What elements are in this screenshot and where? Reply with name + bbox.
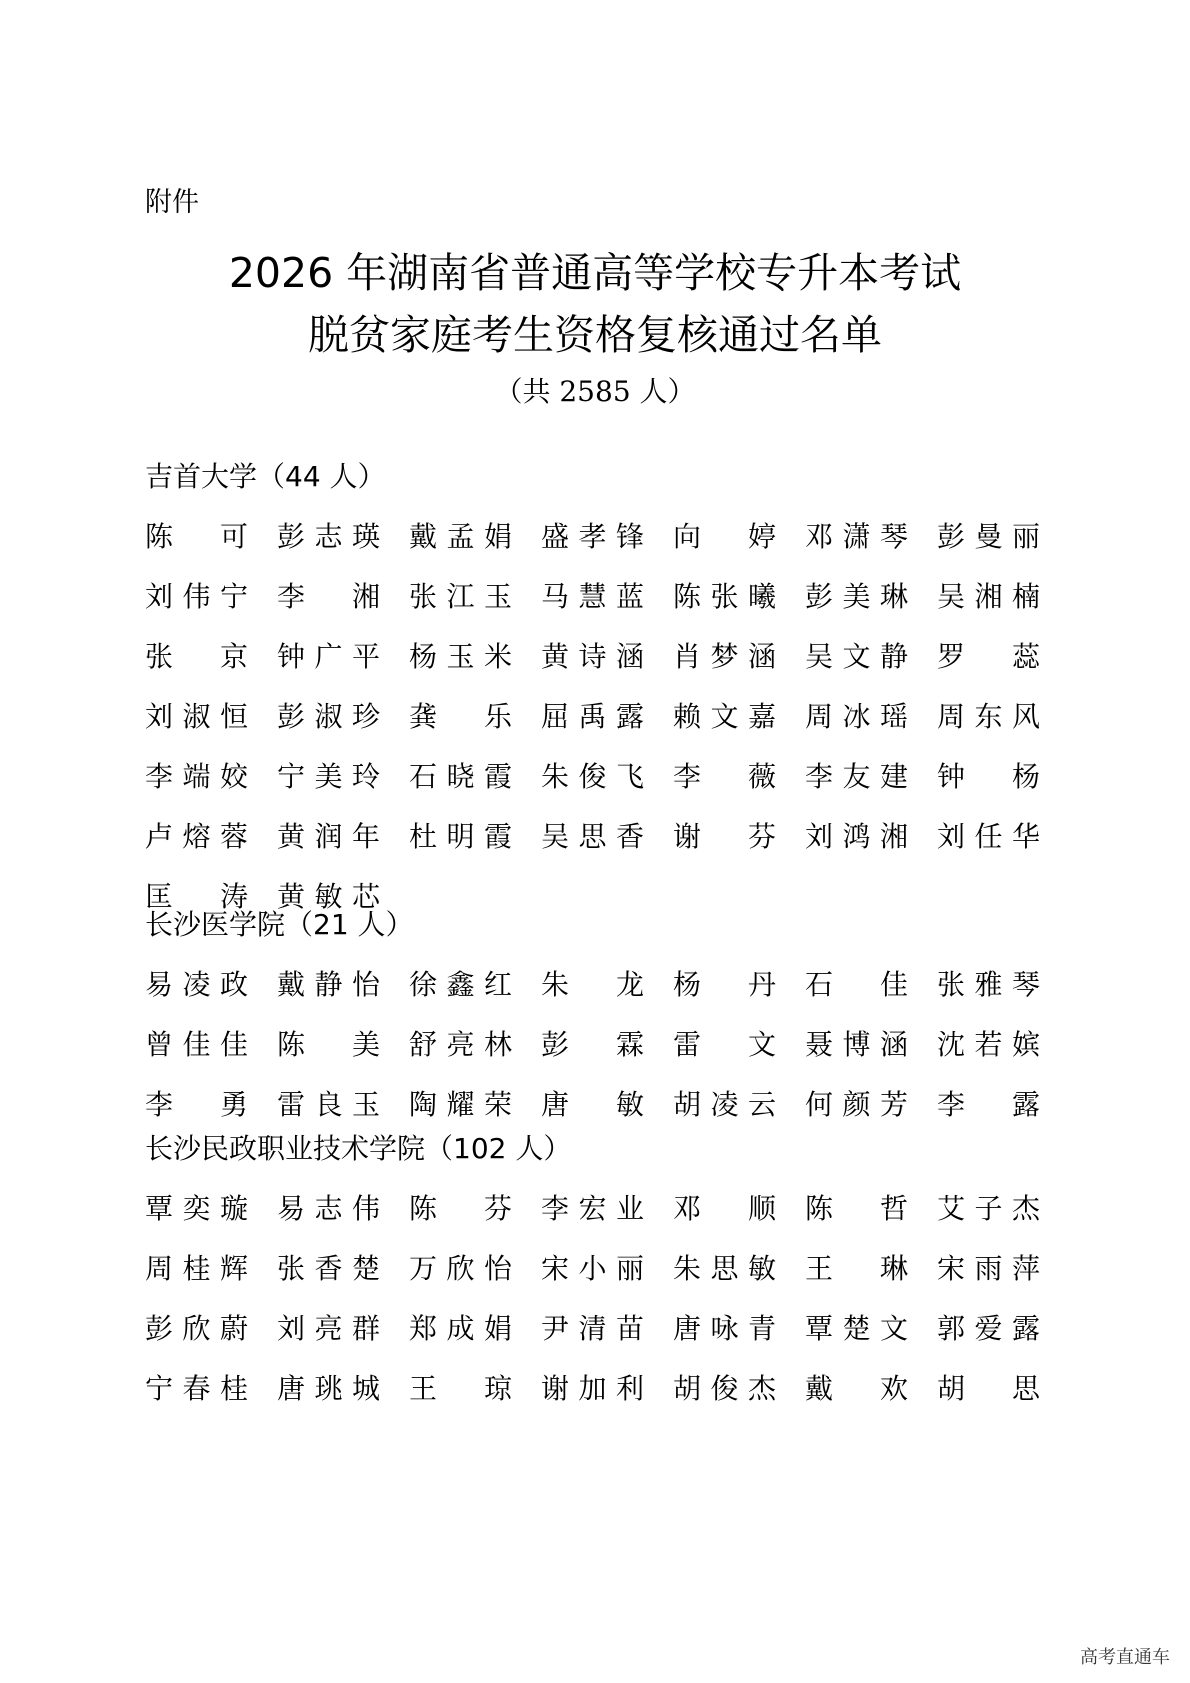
name-entry: 吴 思 香 <box>541 820 644 853</box>
name-entry: 雷 文 <box>673 1028 776 1061</box>
name-entry: 胡 思 <box>937 1372 1040 1405</box>
name-entry: 刘 伟 宁 <box>145 580 248 613</box>
name-entry: 匡 涛 <box>145 880 248 913</box>
name-entry: 彭 淑 珍 <box>277 700 380 733</box>
name-entry: 舒 亮 林 <box>409 1028 512 1061</box>
name-entry: 向 婷 <box>673 520 776 553</box>
total-count: （共 2585 人） <box>494 375 696 408</box>
name-entry: 艾 子 杰 <box>937 1192 1040 1225</box>
name-entry: 宋 小 丽 <box>541 1252 644 1285</box>
name-entry: 唐 咏 青 <box>673 1312 776 1345</box>
name-entry: 陈 美 <box>277 1028 380 1061</box>
name-entry: 邓 顺 <box>673 1192 776 1225</box>
name-entry: 李 露 <box>937 1088 1040 1121</box>
name-entry: 张 雅 琴 <box>937 968 1040 1001</box>
name-entry: 赖 文 嘉 <box>673 700 776 733</box>
name-entry: 杨 玉 米 <box>409 640 512 673</box>
name-entry: 彭 志 瑛 <box>277 520 380 553</box>
name-entry: 何 颜 芳 <box>805 1088 908 1121</box>
name-entry: 郑 成 娟 <box>409 1312 512 1345</box>
name-entry: 胡 俊 杰 <box>673 1372 776 1405</box>
section-heading: 吉首大学（44 人） <box>145 460 386 493</box>
name-entry: 刘 任 华 <box>937 820 1040 853</box>
name-entry: 尹 清 苗 <box>541 1312 644 1345</box>
name-entry: 周 东 风 <box>937 700 1040 733</box>
name-entry: 聂 博 涵 <box>805 1028 908 1061</box>
name-entry: 盛 孝 锋 <box>541 520 644 553</box>
name-entry: 谢 芬 <box>673 820 776 853</box>
document-title-line1: 2026 年湖南省普通高等学校专升本考试 <box>228 249 962 297</box>
name-entry: 马 慧 蓝 <box>541 580 644 613</box>
name-entry: 易 志 伟 <box>277 1192 380 1225</box>
name-entry: 徐 鑫 红 <box>409 968 512 1001</box>
name-entry: 李 勇 <box>145 1088 248 1121</box>
name-entry: 彭 曼 丽 <box>937 520 1040 553</box>
name-entry: 戴 孟 娟 <box>409 520 512 553</box>
section-changsha-civil-affairs-college <box>145 1119 1045 1419</box>
name-entry: 屈 禹 露 <box>541 700 644 733</box>
name-entry: 钟 杨 <box>937 760 1040 793</box>
name-entry: 石 佳 <box>805 968 908 1001</box>
name-entry: 肖 梦 涵 <box>673 640 776 673</box>
name-entry: 朱 俊 飞 <box>541 760 644 793</box>
name-entry: 覃 奕 璇 <box>145 1192 248 1225</box>
name-entry: 陈 哲 <box>805 1192 908 1225</box>
name-entry: 万 欣 怡 <box>409 1252 512 1285</box>
name-entry: 李 宏 业 <box>541 1192 644 1225</box>
attachment-label: 附件 <box>145 187 199 218</box>
name-entry: 唐 敏 <box>541 1088 644 1121</box>
name-entry: 李 湘 <box>277 580 380 613</box>
name-entry: 杜 明 霞 <box>409 820 512 853</box>
section-jishou-university <box>145 447 1045 927</box>
watermark-text: 高考直通车 <box>1080 1647 1170 1668</box>
name-entry: 陈 芬 <box>409 1192 512 1225</box>
name-entry: 卢 熔 蓉 <box>145 820 248 853</box>
name-entry: 李 薇 <box>673 760 776 793</box>
name-entry: 龚 乐 <box>409 700 512 733</box>
name-entry: 彭 美 琳 <box>805 580 908 613</box>
name-entry: 宋 雨 萍 <box>937 1252 1040 1285</box>
name-entry: 陈 可 <box>145 520 248 553</box>
name-entry: 宁 春 桂 <box>145 1372 248 1405</box>
name-entry: 吴 文 静 <box>805 640 908 673</box>
section-heading: 长沙医学院（21 人） <box>145 908 414 941</box>
name-entry: 陶 耀 荣 <box>409 1088 512 1121</box>
name-entry: 石 晓 霞 <box>409 760 512 793</box>
name-entry: 朱 思 敏 <box>673 1252 776 1285</box>
name-entry: 郭 爱 露 <box>937 1312 1040 1345</box>
name-entry: 刘 鸿 湘 <box>805 820 908 853</box>
name-entry: 张 京 <box>145 640 248 673</box>
name-entry: 罗 蕊 <box>937 640 1040 673</box>
name-entry: 王 琼 <box>409 1372 512 1405</box>
name-grid <box>145 1179 1045 1419</box>
name-entry: 谢 加 利 <box>541 1372 644 1405</box>
name-entry: 张 香 楚 <box>277 1252 380 1285</box>
name-entry: 张 江 玉 <box>409 580 512 613</box>
name-entry: 刘 淑 恒 <box>145 700 248 733</box>
section-changsha-medical-university <box>145 895 1045 1135</box>
name-entry: 周 桂 辉 <box>145 1252 248 1285</box>
name-entry: 覃 楚 文 <box>805 1312 908 1345</box>
name-entry: 易 凌 政 <box>145 968 248 1001</box>
name-entry: 杨 丹 <box>673 968 776 1001</box>
name-entry: 李 端 姣 <box>145 760 248 793</box>
name-entry: 黄 诗 涵 <box>541 640 644 673</box>
name-entry: 邓 潇 琴 <box>805 520 908 553</box>
name-entry: 曾 佳 佳 <box>145 1028 248 1061</box>
name-entry: 黄 润 年 <box>277 820 380 853</box>
name-entry: 李 友 建 <box>805 760 908 793</box>
name-entry: 彭 霖 <box>541 1028 644 1061</box>
name-entry: 唐 珧 城 <box>277 1372 380 1405</box>
name-entry: 朱 龙 <box>541 968 644 1001</box>
name-entry: 吴 湘 楠 <box>937 580 1040 613</box>
name-entry: 黄 敏 芯 <box>277 880 380 913</box>
name-entry: 宁 美 玲 <box>277 760 380 793</box>
name-entry: 周 冰 瑶 <box>805 700 908 733</box>
name-entry: 王 琳 <box>805 1252 908 1285</box>
name-entry: 戴 欢 <box>805 1372 908 1405</box>
name-grid <box>145 955 1045 1135</box>
name-entry: 胡 凌 云 <box>673 1088 776 1121</box>
name-entry: 彭 欣 蔚 <box>145 1312 248 1345</box>
name-entry: 钟 广 平 <box>277 640 380 673</box>
name-entry: 陈 张 曦 <box>673 580 776 613</box>
name-entry: 刘 亮 群 <box>277 1312 380 1345</box>
name-entry: 雷 良 玉 <box>277 1088 380 1121</box>
name-entry: 戴 静 怡 <box>277 968 380 1001</box>
name-grid <box>145 507 1045 927</box>
document-title-line2: 脱贫家庭考生资格复核通过名单 <box>308 311 882 359</box>
name-entry: 沈 若 嫔 <box>937 1028 1040 1061</box>
section-heading: 长沙民政职业技术学院（102 人） <box>145 1132 572 1165</box>
